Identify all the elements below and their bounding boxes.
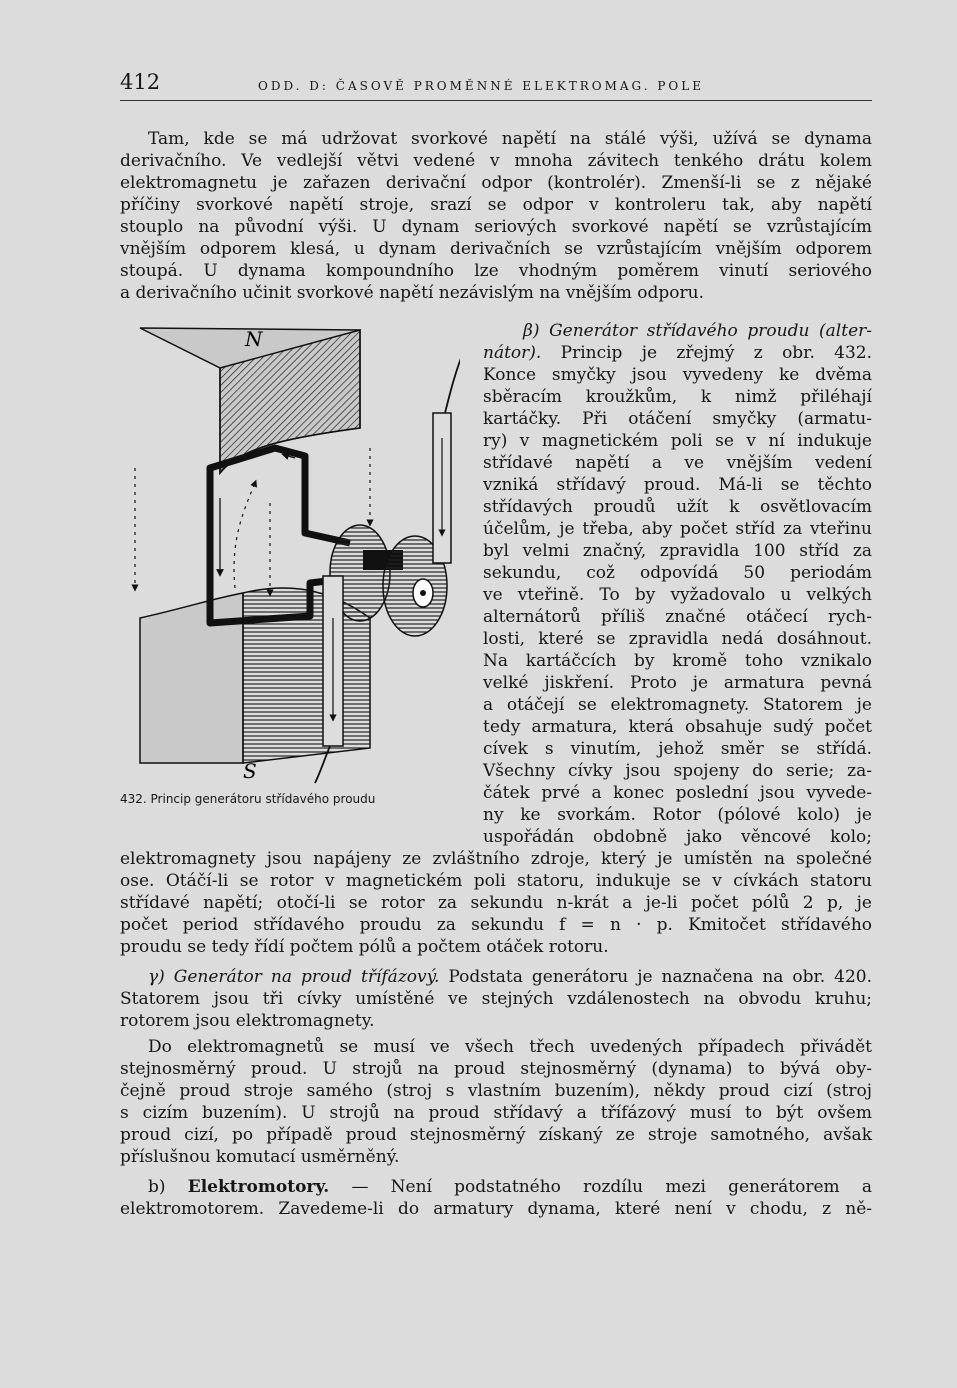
para2-line: byl velmi značný, zpravidla 100 stříd za	[483, 541, 872, 561]
page-number: 412	[120, 70, 161, 94]
para1-line: stoupá. U dynama kompoundního lze vhodným poměrem vinutí seriového	[120, 261, 872, 281]
para2-line: nátor). Princip je zřejmý z obr. 432.	[483, 343, 873, 363]
para2-line: ose. Otáčí-li se rotor v magnetickém poli statoru, indukuje se v cívkách statoru	[120, 871, 872, 891]
section-heading-beta: β) Generátor střídavého proudu (alter-	[523, 321, 872, 341]
para2-line: a otáčejí se elektromagnety. Statorem je	[483, 695, 872, 715]
para2-line: elektromagnety jsou napájeny ze zvláštního zdroje, který je umístěn na společné	[120, 849, 872, 869]
section-heading-electromotors: b) Elektromotory. — Není podstatného rozdílu mezi generátorem a	[148, 1177, 873, 1197]
para4-line: stejnosměrný proud. U strojů na proud stejnosměrný (dynama) to bývá oby-	[120, 1059, 872, 1079]
para2-line: účelům, je třeba, aby počet stříd za vteřinu	[483, 519, 872, 539]
para2-line: Na kartáčcích by kromě toho vznikalo	[483, 651, 872, 671]
para2-line: velké jiskření. Proto je armatura pevná	[483, 673, 872, 693]
para2-line: čátek prvé a konec poslední jsou vyvede-	[483, 783, 872, 803]
south-label: S	[243, 759, 257, 783]
para5-line: elektromotorem. Zavedeme-li do armatury dynama, které není v chodu, z ně-	[120, 1199, 872, 1219]
section-heading-gamma: γ) Generátor na proud třífázový. Podstata generátoru je naznačena na obr. 420.	[148, 967, 873, 987]
figure-caption: 432. Princip generátoru střídavého proudu	[120, 792, 376, 806]
para2-line: ny ke svorkám. Rotor (pólové kolo) je	[483, 805, 872, 825]
para2-line: kartáčky. Při otáčení smyčky (armatu-	[483, 409, 872, 429]
para3-line: rotorem jsou elektromagnety.	[120, 1011, 375, 1031]
para2-line: cívek s vinutím, jehož směr se střídá.	[483, 739, 872, 759]
header-rule	[120, 100, 872, 101]
para2-line: počet period střídavého proudu za sekundu f = n · p. Kmitočet střídavého	[120, 915, 872, 935]
para4-line: čejně proud stroje samého (stroj s vlastním buzením), někdy proud cizí (stroj	[120, 1081, 872, 1101]
north-label: N	[245, 327, 263, 351]
para2-line: uspořádán obdobně jako věncové kolo;	[483, 827, 872, 847]
para1-line: příčiny svorkové napětí stroje, srazí se odpor v kontroleru tak, aby napětí	[120, 195, 872, 215]
para1-line: a derivačního učinit svorkové napětí nezávislým na vnějším odporu.	[120, 283, 705, 303]
para4-line: Do elektromagnetů se musí ve všech třech uvedených případech přivádět	[148, 1037, 872, 1057]
para2-line: střídavé napětí; otočí-li se rotor za sekundu n-krát a je-li počet pólů 2 p, je	[120, 893, 872, 913]
figure-432-alternator	[125, 318, 460, 788]
para1-line: vnějším odporem klesá, u dynam derivačních se vzrůstajícím vnějším odporem	[120, 239, 872, 259]
para2-line: vzniká střídavý proud. Má-li se těchto	[483, 475, 872, 495]
para2-line: losti, které se zpravidla nedá dosáhnout.	[483, 629, 872, 649]
para2-line: tedy armatura, která obsahuje sudý počet	[483, 717, 872, 737]
para1-line: Tam, kde se má udržovat svorkové napětí na stálé výši, užívá se dynama	[148, 129, 872, 149]
para1-line: stouplo na původní výši. U dynam seriových svorkové napětí se vzrůstajícím	[120, 217, 872, 237]
para2-line: sběracím kroužkům, k nimž přiléhají	[483, 387, 872, 407]
para1-line: derivačního. Ve vedlejší větvi vedené v mnoha závitech tenkého drátu kolem	[120, 151, 872, 171]
para2-line: střídavé napětí a ve vnějším vedení	[483, 453, 872, 473]
para2-line: ve vteřině. To by vyžadovalo u velkých	[483, 585, 872, 605]
para4-line: s cizím buzením). U strojů na proud střídavý a třífázový musí to být ovšem	[120, 1103, 872, 1123]
para2-line: střídavých proudů užít k osvětlovacím	[483, 497, 872, 517]
para2-line: Konce smyčky jsou vyvedeny ke dvěma	[483, 365, 872, 385]
para2-line: sekundu, což odpovídá 50 periodám	[483, 563, 872, 583]
running-head: ODD. D: ČASOVĚ PROMĚNNÉ ELEKTROMAG. POLE	[258, 79, 704, 93]
para1-line: elektromagnetu je zařazen derivační odpor (kontrolér). Zmenší-li se z nějaké	[120, 173, 872, 193]
para2-line: Všechny cívky jsou spojeny do serie; za-	[483, 761, 872, 781]
para2-line: proudu se tedy řídí počtem pólů a počtem otáček rotoru.	[120, 937, 609, 957]
para3-line: Statorem jsou tři cívky umístěné ve stejných vzdálenostech na obvodu kruhu;	[120, 989, 872, 1009]
para4-line: proud cizí, po případě proud stejnosměrný získaný ze stroje samotného, avšak	[120, 1125, 872, 1145]
para2-line: alternátorů příliš značné otáčecí rych-	[483, 607, 872, 627]
para2-line: ry) v magnetickém poli se v ní indukuje	[483, 431, 872, 451]
para4-line: příslušnou komutací usměrněný.	[120, 1147, 400, 1167]
